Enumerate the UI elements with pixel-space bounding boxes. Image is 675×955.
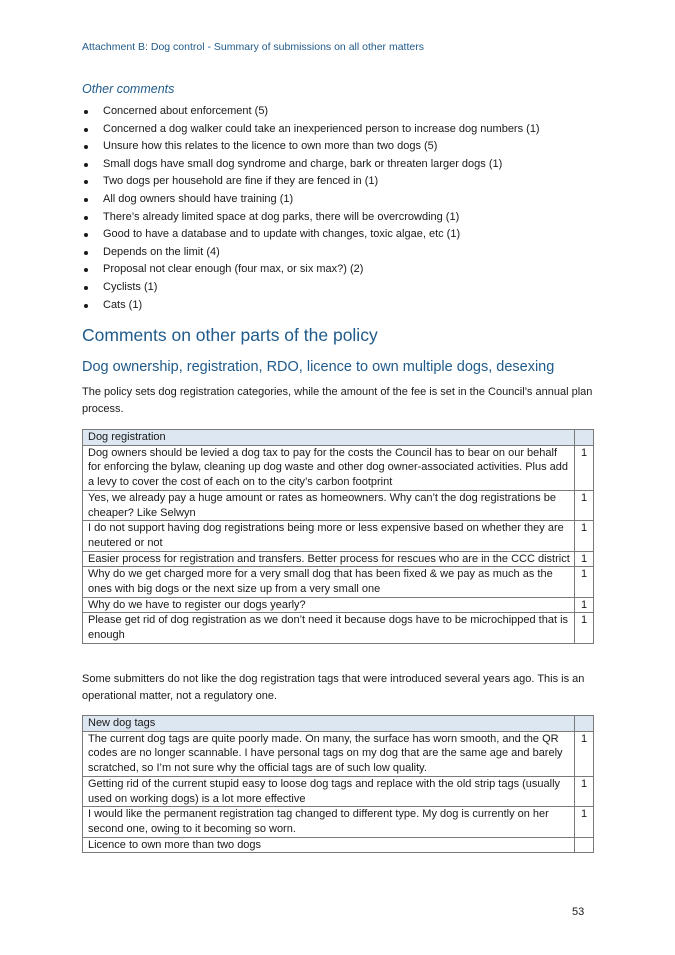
list-item: Proposal not clear enough (four max, or six max?) (2) (82, 261, 602, 279)
table-cell-text: I would like the permanent registration tag changed to different type. My dog is currently on her second one, owing to it becoming so worn. (83, 807, 575, 837)
table-row (83, 521, 594, 551)
table-row (83, 490, 594, 520)
list-item: Depends on the limit (4) (82, 244, 602, 262)
table-row (83, 445, 594, 490)
running-header: Attachment B: Dog control - Summary of submissions on all other matters (82, 41, 424, 53)
table-row (83, 837, 594, 853)
bullet-icon (84, 128, 88, 132)
table-cell-text: Dog owners should be levied a dog tax to pay for the costs the Council has to bear on our behalf for enforcing the bylaw, cleaning up dog waste and other dog owner-associated activities. Plus add a levy to cover the cost of each on to the city’s carbon footprint (83, 445, 575, 490)
list-item: There’s already limited space at dog parks, there will be overcrowding (1) (82, 209, 602, 227)
bullet-icon (84, 304, 88, 308)
table-cell-text: Yes, we already pay a huge amount or rates as homeowners. Why can’t the dog registrations be cheaper? Like Selwyn (83, 490, 575, 520)
table-row (83, 776, 594, 806)
table-cell-text: Why do we get charged more for a very small dog that has been fixed & we pay as much as the ones with big dogs or the next size up from a very small one (83, 567, 575, 597)
tags-intro: Some submitters do not like the dog registration tags that were introduced several years ago. This is an operational matter, not a regulatory one. (82, 673, 585, 702)
list-item: Two dogs per household are fine if they are fenced in (1) (82, 173, 602, 191)
bullet-icon (84, 110, 88, 114)
other-comments-list (82, 103, 602, 314)
table-cell-count: 1 (575, 776, 594, 806)
table-row (83, 613, 594, 643)
table-header-count (575, 716, 594, 732)
table-cell-text: Getting rid of the current stupid easy to loose dog tags and replace with the old strip tags (usually used on working dogs) is a lot more effective (83, 776, 575, 806)
table-header-row (83, 430, 594, 446)
list-item: Cats (1) (82, 297, 602, 315)
list-item: Concerned about enforcement (5) (82, 103, 602, 121)
table-cell-count: 1 (575, 521, 594, 551)
bullet-icon (84, 286, 88, 290)
table-header-row (83, 716, 594, 732)
ownership-intro: The policy sets dog registration categories, while the amount of the fee is set in the Council’s annual plan process. (82, 386, 593, 415)
table-header-cell: Dog registration (83, 430, 575, 446)
table-row (83, 597, 594, 613)
tags-table (82, 715, 594, 853)
bullet-icon (84, 233, 88, 237)
table-cell-count: 1 (575, 807, 594, 837)
table-cell-text: Please get rid of dog registration as we don’t need it because dogs have to be microchipped that is enough (83, 613, 575, 643)
table-header-count (575, 430, 594, 446)
bullet-icon (84, 145, 88, 149)
table-cell-count: 1 (575, 445, 594, 490)
table-cell-count: 1 (575, 567, 594, 597)
table-row (83, 551, 594, 567)
table-footer-cell: Licence to own more than two dogs (83, 837, 575, 853)
list-item: Small dogs have small dog syndrome and charge, bark or threaten larger dogs (1) (82, 156, 602, 174)
table-row (83, 731, 594, 776)
table-cell-text: I do not support having dog registrations being more or less expensive based on whether they are neutered or not (83, 521, 575, 551)
bullet-icon (84, 180, 88, 184)
page-number: 53 (572, 906, 585, 918)
table-cell-count: 1 (575, 551, 594, 567)
list-item: Unsure how this relates to the licence to own more than two dogs (5) (82, 138, 602, 156)
bullet-icon (84, 198, 88, 202)
table-row (83, 567, 594, 597)
table-cell-count: 1 (575, 597, 594, 613)
table-cell-text: Why do we have to register our dogs yearly? (83, 597, 575, 613)
bullet-icon (84, 251, 88, 255)
registration-table (82, 429, 594, 644)
ownership-heading: Dog ownership, registration, RDO, licence to own multiple dogs, desexing (82, 359, 555, 375)
bullet-icon (84, 163, 88, 167)
table-row (83, 807, 594, 837)
table-cell-count: 1 (575, 490, 594, 520)
bullet-icon (84, 268, 88, 272)
list-item: All dog owners should have training (1) (82, 191, 602, 209)
table-header-cell: New dog tags (83, 716, 575, 732)
list-item: Cyclists (1) (82, 279, 602, 297)
table-cell-count: 1 (575, 731, 594, 776)
bullet-icon (84, 216, 88, 220)
list-item: Good to have a database and to update with changes, toxic algae, etc (1) (82, 226, 602, 244)
comments-other-parts-heading: Comments on other parts of the policy (82, 325, 378, 345)
table-cell-text: The current dog tags are quite poorly made. On many, the surface has worn smooth, and the QR codes are no longer scannable. I have personal tags on my dog that are the same age and barely scratched, so I’m not sure why the official tags are of such low quality. (83, 731, 575, 776)
table-cell-count: 1 (575, 613, 594, 643)
list-item: Concerned a dog walker could take an inexperienced person to increase dog numbers (1) (82, 121, 602, 139)
table-footer-count (575, 837, 594, 853)
table-cell-text: Easier process for registration and transfers. Better process for rescues who are in the CCC district (83, 551, 575, 567)
other-comments-heading: Other comments (82, 82, 175, 96)
